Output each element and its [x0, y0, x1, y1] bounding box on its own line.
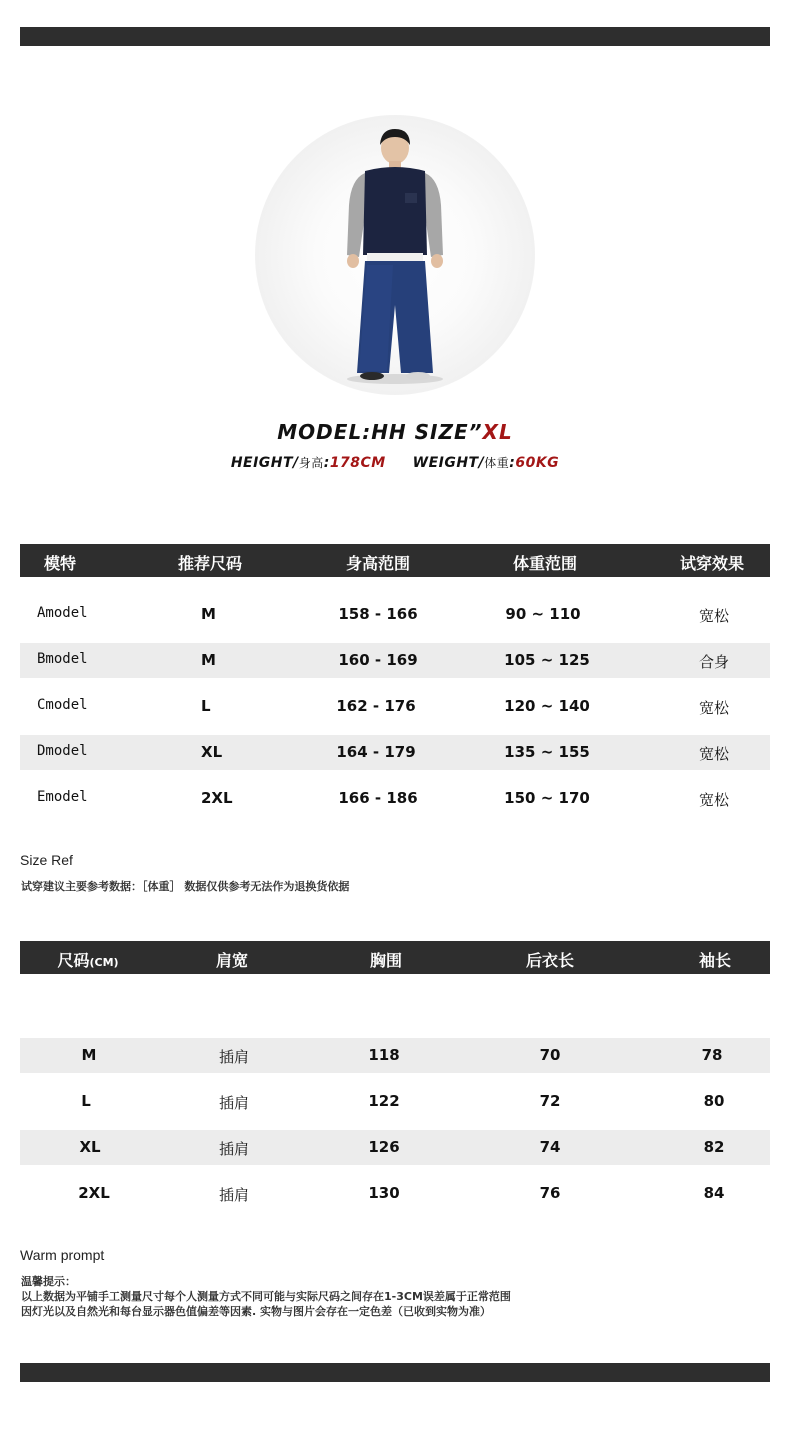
- fit-size: 2XL: [201, 789, 233, 807]
- shoulder-value: 插肩: [218, 1186, 250, 1204]
- fit-size: L: [201, 697, 211, 715]
- sleeve-value: 84: [703, 1184, 725, 1202]
- model-size-title: [0, 420, 790, 444]
- size-header-length: 后衣长: [525, 951, 575, 970]
- fit-table-row: [20, 735, 770, 770]
- height-colon: :: [323, 455, 330, 471]
- height-label: HEIGHT/: [230, 455, 299, 471]
- model-size-prefix: MODEL:HH SIZE”: [277, 420, 483, 444]
- warm-prompt-line: 因灯光以及自然光和每台显示器色值偏差等因素. 实物与图片会存在一定色差（已收到实物为准）: [21, 1305, 492, 1318]
- weight-colon: :: [509, 455, 516, 471]
- chest-value: 126: [368, 1138, 400, 1156]
- length-value: 72: [539, 1092, 561, 1110]
- chest-value: 118: [368, 1046, 400, 1064]
- size-table-row: [20, 1130, 770, 1165]
- size-header-chest: 胸围: [369, 951, 403, 970]
- fit-model: Emodel: [37, 789, 88, 805]
- top-divider-bar: [20, 27, 770, 46]
- fit-weight: 105 ~ 125: [504, 651, 590, 669]
- weight-label-cn: 体重: [484, 456, 510, 470]
- fit-header-height: 身高范围: [345, 554, 411, 573]
- fit-height: 162 - 176: [336, 697, 416, 715]
- size-header-size-label: 尺码: [57, 951, 90, 970]
- fit-table-row: [20, 643, 770, 678]
- size-value: M: [81, 1046, 97, 1064]
- fit-height: 164 - 179: [336, 743, 416, 761]
- fit-header-fit: 试穿效果: [679, 554, 745, 573]
- size-ref-note: 试穿建议主要参考数据：［体重］ 数据仅供参考无法作为退换货依据: [21, 880, 350, 893]
- height-label-cn: 身高: [298, 456, 324, 470]
- fit-header-size: 推荐尺码: [177, 554, 243, 573]
- size-header-size: [57, 948, 118, 971]
- fit-header-model: 模特: [43, 554, 77, 573]
- bottom-divider-bar: [20, 1363, 770, 1382]
- size-header-shoulder: 肩宽: [215, 951, 249, 970]
- size-value: 2XL: [78, 1184, 110, 1202]
- size-ref-title: Size Ref: [20, 852, 73, 868]
- fit-result: 宽松: [698, 791, 730, 809]
- fit-result: 合身: [698, 653, 730, 671]
- fit-weight: 90 ~ 110: [505, 605, 581, 623]
- height-value: 178CM: [329, 455, 386, 471]
- fit-header-weight: 体重范围: [512, 554, 578, 573]
- size-header-unit: (CM): [89, 956, 119, 969]
- fit-model: Amodel: [37, 605, 88, 621]
- size-value: XL: [79, 1138, 101, 1156]
- fit-table-row: [20, 597, 770, 632]
- weight-value: 60KG: [515, 455, 560, 471]
- sleeve-value: 78: [701, 1046, 723, 1064]
- shoulder-value: 插肩: [218, 1140, 250, 1158]
- fit-size: M: [201, 605, 216, 623]
- fit-weight: 135 ~ 155: [504, 743, 590, 761]
- weight-label: WEIGHT/: [412, 455, 485, 471]
- length-value: 76: [539, 1184, 561, 1202]
- size-header-sleeve: 袖长: [698, 951, 732, 970]
- model-measurements: [0, 454, 790, 471]
- fit-model: Cmodel: [37, 697, 88, 713]
- fit-table-row: [20, 689, 770, 724]
- model-size-value: XL: [482, 420, 513, 444]
- fit-height: 166 - 186: [338, 789, 418, 807]
- size-table-row: [20, 1038, 770, 1073]
- model-figure-image: [255, 115, 535, 395]
- fit-table-row: [20, 781, 770, 816]
- sleeve-value: 82: [703, 1138, 725, 1156]
- shoulder-value: 插肩: [218, 1048, 250, 1066]
- fit-result: 宽松: [698, 745, 730, 763]
- warm-prompt-title: Warm prompt: [20, 1247, 105, 1263]
- chest-value: 130: [368, 1184, 400, 1202]
- length-value: 70: [539, 1046, 561, 1064]
- chest-value: 122: [368, 1092, 400, 1110]
- fit-height: 158 - 166: [338, 605, 418, 623]
- fit-size: XL: [201, 743, 223, 761]
- size-table-header: [20, 941, 770, 974]
- sleeve-value: 80: [703, 1092, 725, 1110]
- size-table-row: [20, 1084, 770, 1119]
- model-photo: [255, 115, 535, 395]
- length-value: 74: [539, 1138, 561, 1156]
- fit-model: Dmodel: [37, 743, 88, 759]
- warm-prompt-line: 以上数据为平铺手工测量尺寸每个人测量方式不同可能与实际尺码之间存在1-3CM误差属于正常范围: [21, 1290, 511, 1303]
- fit-result: 宽松: [698, 699, 730, 717]
- shoulder-value: 插肩: [218, 1094, 250, 1112]
- size-table-row: [20, 1176, 770, 1211]
- fit-weight: 150 ~ 170: [504, 789, 590, 807]
- fit-model: Bmodel: [37, 651, 88, 667]
- warm-prompt-line: 温馨提示：: [21, 1275, 76, 1288]
- size-value: L: [81, 1092, 91, 1110]
- fit-height: 160 - 169: [338, 651, 418, 669]
- fit-size: M: [201, 651, 216, 669]
- fit-table-header: [20, 544, 770, 577]
- fit-result: 宽松: [698, 607, 730, 625]
- fit-weight: 120 ~ 140: [504, 697, 590, 715]
